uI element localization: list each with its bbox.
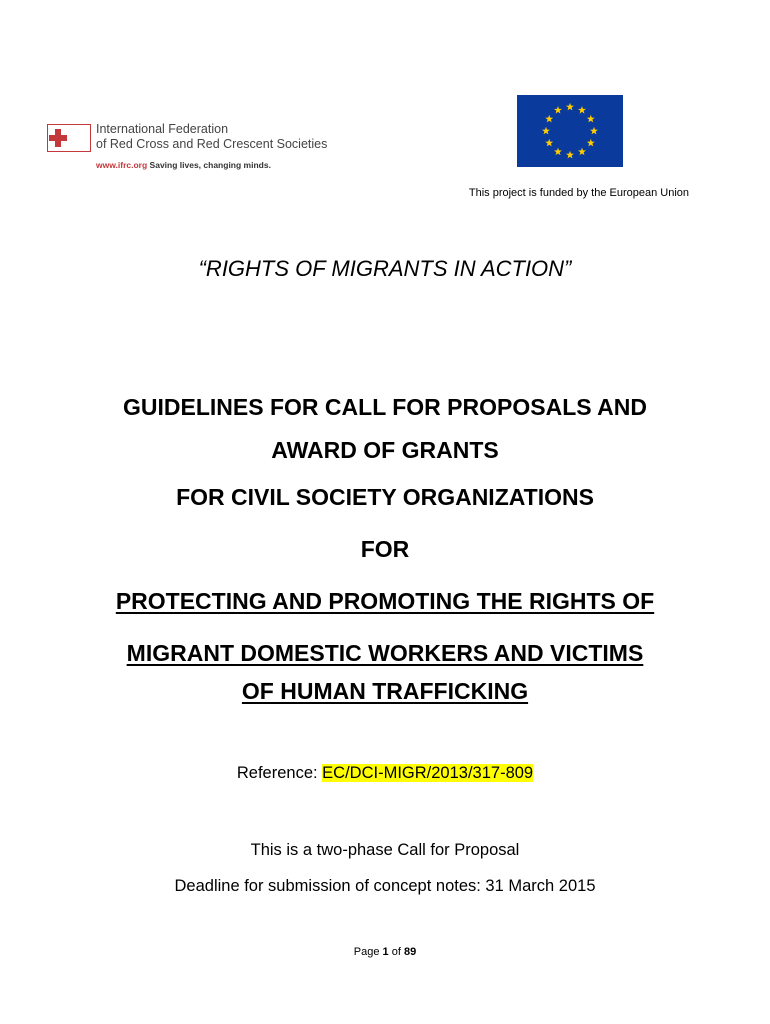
eu-star-icon — [566, 103, 574, 111]
ifrc-name — [96, 122, 327, 152]
ifrc-name-line1: International Federation — [96, 122, 229, 136]
eu-star-icon — [587, 115, 595, 123]
reference-line — [0, 764, 770, 783]
project-title: “RIGHTS OF MIGRANTS IN ACTION” — [198, 256, 572, 281]
ifrc-tagline — [96, 160, 271, 170]
eu-star-icon — [578, 148, 586, 156]
eu-star-icon — [545, 115, 553, 123]
eu-star-icon — [545, 139, 553, 147]
red-cross-crescent-icon — [47, 124, 91, 152]
eu-star-icon — [566, 151, 574, 159]
guidelines-heading-line2: AWARD OF GRANTS — [271, 437, 499, 463]
reference-number: EC/DCI-MIGR/2013/317-809 — [322, 764, 534, 782]
call-type: This is a two-phase Call for Proposal — [250, 841, 520, 859]
guidelines-heading-line4: FOR — [360, 536, 410, 562]
guidelines-heading-line3: FOR CIVIL SOCIETY ORGANIZATIONS — [176, 484, 594, 510]
ifrc-url: www.ifrc.org — [96, 160, 148, 170]
guidelines-heading-line5 — [0, 588, 770, 615]
page-current: 1 — [382, 946, 389, 958]
eu-star-icon — [554, 106, 562, 114]
eu-star-icon — [554, 148, 562, 156]
eu-flag-icon — [517, 95, 623, 167]
guidelines-heading-line7 — [0, 678, 770, 705]
eu-star-icon — [590, 127, 598, 135]
guidelines-heading-line1: GUIDELINES FOR CALL FOR PROPOSALS AND — [123, 394, 647, 420]
guidelines-heading-line5-text: PROTECTING AND PROMOTING THE RIGHTS OF — [115, 588, 655, 614]
page-number — [0, 946, 770, 958]
eu-star-icon — [542, 127, 550, 135]
guidelines-heading-line7-text: OF HUMAN TRAFFICKING — [241, 678, 529, 704]
page-of: of — [388, 946, 404, 958]
eu-star-icon — [587, 139, 595, 147]
ifrc-slogan: Saving lives, changing minds. — [149, 160, 271, 170]
eu-star-icon — [578, 106, 586, 114]
page-label: Page — [353, 946, 383, 958]
ifrc-name-line2: of Red Cross and Red Crescent Societies — [96, 137, 328, 151]
deadline: Deadline for submission of concept notes: 31 March 2015 — [174, 877, 596, 895]
page-total: 89 — [403, 946, 417, 958]
guidelines-heading-line6 — [0, 640, 770, 667]
funding-note: This project is funded by the European Union — [468, 187, 689, 199]
ifrc-logo — [47, 124, 337, 172]
guidelines-heading-line6-text: MIGRANT DOMESTIC WORKERS AND VICTIMS — [126, 640, 644, 666]
reference-label: Reference: — [236, 764, 323, 782]
